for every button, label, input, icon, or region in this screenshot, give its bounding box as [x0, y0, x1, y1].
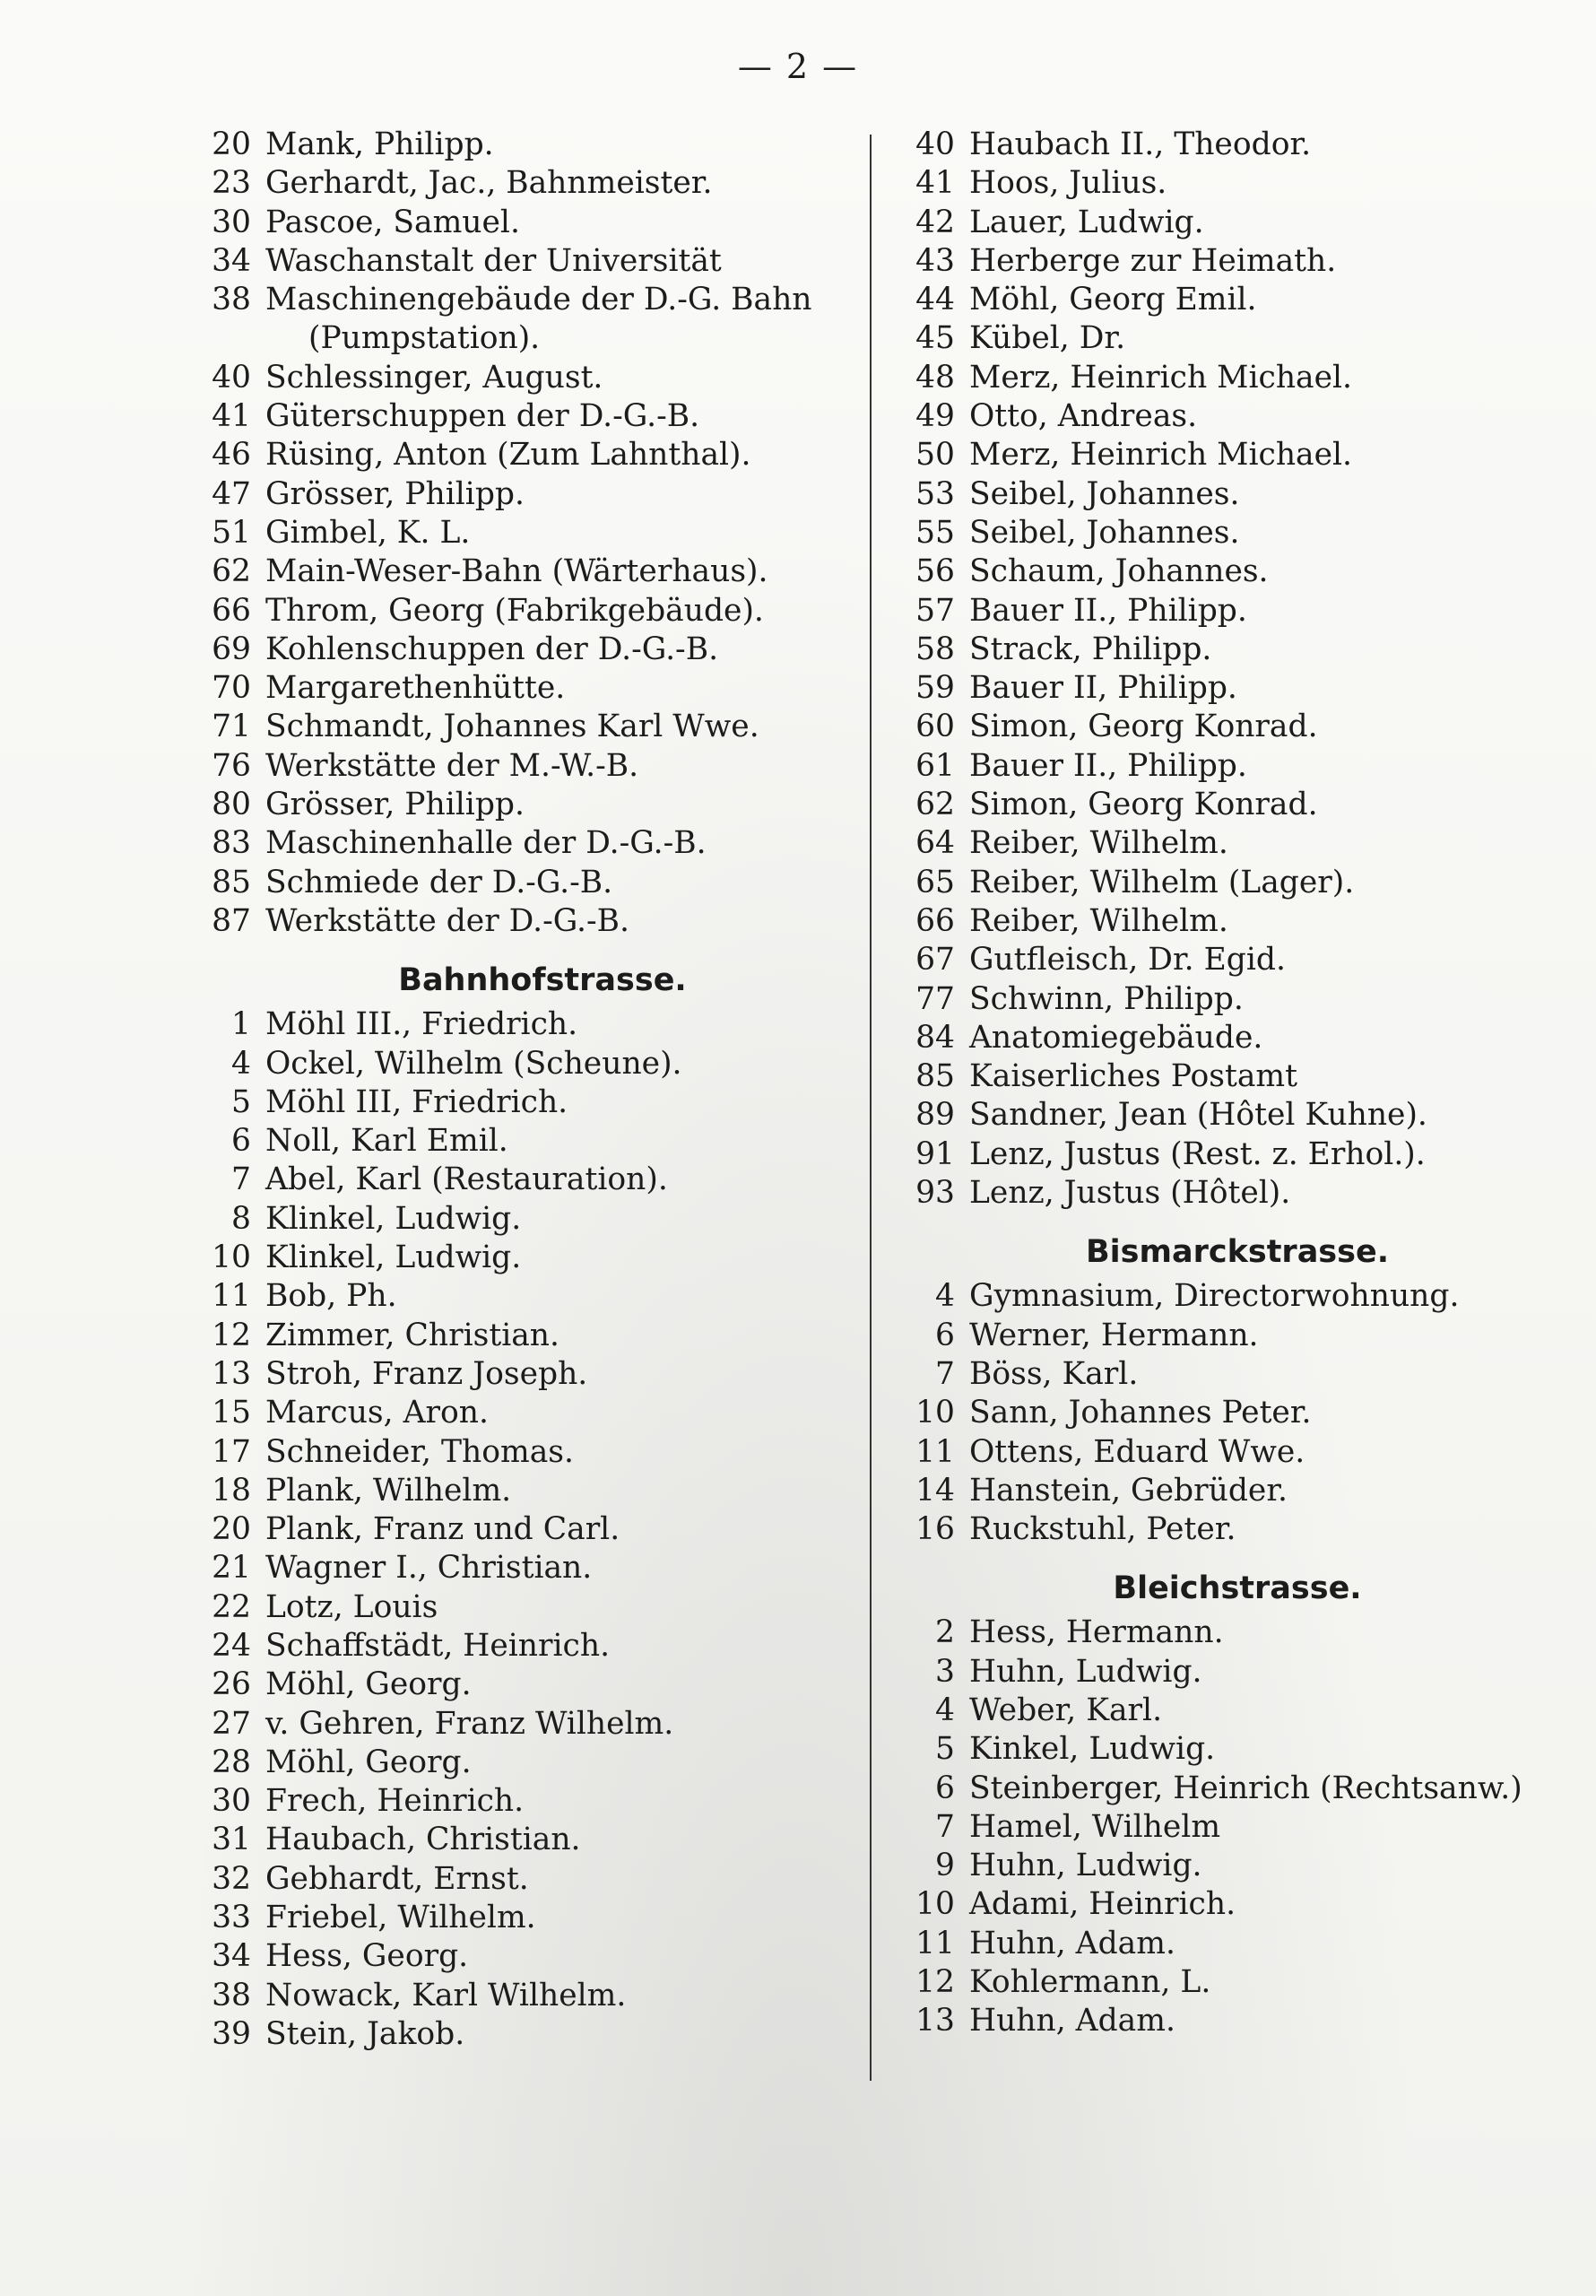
- entry-row: [888, 1174, 1533, 1213]
- resident-name: Ockel, Wilhelm (Scheune).: [265, 1045, 682, 1082]
- entry-row: [888, 1472, 1533, 1510]
- resident-name: Klinkel, Ludwig.: [265, 1239, 522, 1276]
- entry-row: [184, 1665, 847, 1704]
- house-number: 91: [915, 1135, 955, 1172]
- house-number: 48: [915, 359, 955, 396]
- entry-row: [184, 1239, 847, 1277]
- resident-name: Hess, Georg.: [265, 1938, 469, 1975]
- resident-name: Lenz, Justus (Hôtel).: [969, 1175, 1291, 1212]
- house-number: 45: [915, 320, 955, 357]
- resident-name: Werkstätte der D.-G.-B.: [265, 902, 629, 939]
- resident-name: Seibel, Johannes.: [969, 514, 1240, 551]
- house-number: 5: [935, 1731, 955, 1768]
- resident-name: Reiber, Wilhelm.: [969, 825, 1228, 862]
- resident-name: Lauer, Ludwig.: [969, 204, 1204, 240]
- house-number: 32: [212, 1860, 251, 1897]
- house-number: 6: [935, 1317, 955, 1353]
- house-number: 11: [915, 1925, 955, 1961]
- entry-row: [888, 631, 1533, 669]
- resident-name: Möhl, Georg Emil.: [969, 282, 1257, 318]
- resident-name: Bauer II, Philipp.: [969, 670, 1237, 707]
- house-number: 26: [212, 1666, 251, 1703]
- resident-name: Bauer II., Philipp.: [969, 592, 1247, 629]
- resident-name: Noll, Karl Emil.: [265, 1123, 508, 1160]
- resident-name: Möhl III., Friedrich.: [265, 1006, 578, 1043]
- resident-name: Schaffstädt, Heinrich.: [265, 1627, 611, 1664]
- entry-row: [184, 1860, 847, 1899]
- house-number: 24: [212, 1627, 251, 1664]
- entry-row: [888, 1135, 1533, 1174]
- resident-name: Klinkel, Ludwig.: [265, 1200, 522, 1237]
- resident-name: Bauer II., Philipp.: [969, 747, 1247, 784]
- resident-name: Anatomiegebäude.: [969, 1019, 1263, 1056]
- house-number: 64: [915, 825, 955, 862]
- entry-row: [888, 397, 1533, 436]
- entry-row: [184, 1317, 847, 1355]
- resident-name: Hanstein, Gebrüder.: [969, 1472, 1288, 1509]
- house-number: 23: [212, 165, 251, 202]
- resident-name: Marcus, Aron.: [265, 1395, 489, 1431]
- entry-row: [888, 359, 1533, 397]
- house-number: 65: [915, 864, 955, 900]
- house-number: 60: [915, 709, 955, 745]
- street-heading-bleichstrasse: Bleichstrasse.: [1113, 1570, 1362, 1607]
- resident-name: Grösser, Philipp.: [265, 475, 525, 512]
- house-number: 77: [915, 980, 955, 1017]
- house-number: 41: [915, 165, 955, 202]
- house-number: 84: [915, 1019, 955, 1056]
- left-block-1: [184, 126, 847, 941]
- house-number: 3: [935, 1653, 955, 1690]
- entry-row: [888, 1613, 1533, 1652]
- resident-name: Möhl, Georg.: [265, 1666, 472, 1703]
- entry-row: [888, 514, 1533, 552]
- resident-name: Plank, Franz und Carl.: [265, 1511, 620, 1548]
- resident-name: Schaum, Johannes.: [969, 553, 1269, 590]
- entry-row: [888, 708, 1533, 746]
- entry-row: [184, 281, 847, 319]
- house-number: 85: [212, 864, 251, 900]
- house-number: 83: [212, 825, 251, 862]
- resident-name: Grösser, Philipp.: [265, 787, 525, 823]
- house-number: 87: [212, 902, 251, 939]
- entry-row: [184, 242, 847, 281]
- entry-row: [184, 1782, 847, 1821]
- entry-row: [184, 436, 847, 474]
- left-block-2: [184, 1005, 847, 2054]
- entry-row: [888, 1057, 1533, 1096]
- resident-name: Strack, Philipp.: [969, 631, 1212, 667]
- resident-name: Main-Weser-Bahn (Wärterhaus).: [265, 553, 768, 590]
- entry-row: [888, 1019, 1533, 1057]
- house-number: 70: [212, 670, 251, 707]
- resident-name: Schmiede der D.-G.-B.: [265, 864, 613, 900]
- house-number: 9: [935, 1848, 955, 1884]
- resident-name: Kinkel, Ludwig.: [969, 1731, 1216, 1768]
- entry-row: [184, 475, 847, 514]
- resident-name: Haubach, Christian.: [265, 1822, 581, 1858]
- resident-name: Güterschuppen der D.-G.-B.: [265, 398, 700, 435]
- entry-row: [888, 242, 1533, 281]
- entry-row: [888, 552, 1533, 591]
- resident-name: Huhn, Adam.: [969, 2003, 1175, 2039]
- entry-row: [888, 1730, 1533, 1769]
- house-number: 93: [915, 1175, 955, 1212]
- house-number: 1: [231, 1006, 251, 1043]
- house-number: 10: [212, 1239, 251, 1276]
- resident-name: Gebhardt, Ernst.: [265, 1860, 529, 1897]
- resident-name: Merz, Heinrich Michael.: [969, 437, 1353, 474]
- entry-row: [184, 1899, 847, 1937]
- resident-name: Stein, Jakob.: [265, 2015, 465, 2052]
- entry-row: [184, 1937, 847, 1976]
- house-number: 34: [212, 242, 251, 279]
- resident-name: Maschinenhalle der D.-G.-B.: [265, 825, 707, 862]
- resident-name: Stroh, Franz Joseph.: [265, 1355, 588, 1392]
- house-number: 40: [915, 126, 955, 162]
- house-number: 39: [212, 2015, 251, 2052]
- entry-row: [184, 359, 847, 397]
- house-number: 56: [915, 553, 955, 590]
- resident-name: Abel, Karl (Restauration).: [265, 1161, 668, 1198]
- resident-name: Simon, Georg Konrad.: [969, 709, 1318, 745]
- house-number: 6: [231, 1123, 251, 1160]
- resident-name: Schlessinger, August.: [265, 359, 603, 396]
- entry-row: [184, 1355, 847, 1394]
- house-number: 38: [212, 1977, 251, 2013]
- house-number: 10: [915, 1395, 955, 1431]
- resident-name: Schneider, Thomas.: [265, 1433, 574, 1470]
- entry-row: [184, 319, 847, 358]
- house-number: 66: [212, 592, 251, 629]
- house-number: 30: [212, 204, 251, 240]
- entry-row: [184, 397, 847, 436]
- resident-name: Rüsing, Anton (Zum Lahnthal).: [265, 437, 751, 474]
- house-number: 50: [915, 437, 955, 474]
- entry-row: [888, 592, 1533, 631]
- entry-row: [184, 514, 847, 552]
- entry-row: [888, 786, 1533, 824]
- entry-row: [888, 1847, 1533, 1885]
- house-number: 43: [915, 242, 955, 279]
- entry-row: [184, 1588, 847, 1627]
- entry-row: [184, 164, 847, 203]
- resident-name: Haubach II., Theodor.: [969, 126, 1312, 162]
- entry-row: [888, 1096, 1533, 1135]
- entry-row: [888, 164, 1533, 203]
- house-number: 49: [915, 398, 955, 435]
- house-number: 4: [935, 1278, 955, 1315]
- entry-row: [888, 1963, 1533, 2002]
- resident-name: Gutfleisch, Dr. Egid.: [969, 942, 1286, 978]
- entry-row: [888, 1925, 1533, 1963]
- resident-name: Nowack, Karl Wilhelm.: [265, 1977, 627, 2013]
- entry-row: [184, 1122, 847, 1161]
- house-number: 20: [212, 1511, 251, 1548]
- house-number: 16: [915, 1511, 955, 1548]
- entry-row: [888, 1653, 1533, 1692]
- entry-row: [888, 1394, 1533, 1432]
- entry-row: [184, 1045, 847, 1083]
- house-number: 55: [915, 514, 955, 551]
- entry-row: [184, 669, 847, 708]
- resident-name: v. Gehren, Franz Wilhelm.: [265, 1705, 674, 1742]
- entry-row: [888, 1317, 1533, 1355]
- resident-name: Ruckstuhl, Peter.: [969, 1511, 1236, 1548]
- resident-name: Hamel, Wilhelm: [969, 1808, 1221, 1845]
- house-number: 22: [212, 1588, 251, 1625]
- house-number: 57: [915, 592, 955, 629]
- house-number: 51: [212, 514, 251, 551]
- house-number: 85: [915, 1058, 955, 1095]
- house-number: 7: [231, 1161, 251, 1198]
- resident-name: Waschanstalt der Universität: [265, 242, 722, 279]
- entry-row: [888, 902, 1533, 941]
- resident-name: Reiber, Wilhelm.: [969, 902, 1228, 939]
- resident-name: Möhl III, Friedrich.: [265, 1083, 568, 1120]
- house-number: 21: [212, 1550, 251, 1587]
- house-number: 12: [915, 1964, 955, 2001]
- house-number: 61: [915, 747, 955, 784]
- resident-name: Zimmer, Christian.: [265, 1317, 559, 1353]
- resident-name: Otto, Andreas.: [969, 398, 1198, 435]
- entry-row: [184, 631, 847, 669]
- entry-row: [184, 552, 847, 591]
- house-number: 28: [212, 1744, 251, 1780]
- resident-name: (Pumpstation).: [308, 320, 541, 357]
- house-number: 69: [212, 631, 251, 667]
- column-divider: [870, 135, 872, 2081]
- entry-row: [184, 1005, 847, 1044]
- resident-name: Werner, Hermann.: [969, 1317, 1259, 1353]
- entry-row: [888, 475, 1533, 514]
- house-number: 7: [935, 1355, 955, 1392]
- entry-row: [888, 2002, 1533, 2040]
- house-number: 31: [212, 1822, 251, 1858]
- entry-row: [888, 1808, 1533, 1847]
- entry-row: [888, 1433, 1533, 1472]
- resident-name: Hoos, Julius.: [969, 165, 1167, 202]
- resident-name: Huhn, Ludwig.: [969, 1653, 1202, 1690]
- resident-name: Simon, Georg Konrad.: [969, 787, 1318, 823]
- entry-row: [888, 1277, 1533, 1316]
- house-number: 30: [212, 1783, 251, 1820]
- entry-row: [184, 864, 847, 902]
- house-number: 62: [212, 553, 251, 590]
- entry-row: [184, 204, 847, 242]
- entry-row: [888, 126, 1533, 164]
- entry-row: [888, 747, 1533, 786]
- entry-row: [184, 1821, 847, 1859]
- entry-row: [888, 864, 1533, 902]
- house-number: 13: [212, 1355, 251, 1392]
- house-number: 89: [915, 1097, 955, 1134]
- house-number: 7: [935, 1808, 955, 1845]
- entry-row: [184, 747, 847, 786]
- resident-name: Kohlenschuppen der D.-G.-B.: [265, 631, 719, 667]
- entry-row: [184, 1977, 847, 2015]
- entry-row: [184, 786, 847, 824]
- resident-name: Friebel, Wilhelm.: [265, 1900, 536, 1936]
- street-heading-bismarckstrasse: Bismarckstrasse.: [1085, 1234, 1390, 1271]
- resident-name: Reiber, Wilhelm (Lager).: [969, 864, 1355, 900]
- entry-row: [888, 319, 1533, 358]
- entry-row: [184, 2015, 847, 2054]
- entry-row: [184, 1472, 847, 1510]
- house-number: 38: [212, 282, 251, 318]
- house-number: 80: [212, 787, 251, 823]
- house-number: 17: [212, 1433, 251, 1470]
- entry-row: [888, 1692, 1533, 1730]
- entry-row: [184, 592, 847, 631]
- entry-row: [184, 1083, 847, 1122]
- house-number: 40: [212, 359, 251, 396]
- resident-name: Kaiserliches Postamt: [969, 1058, 1297, 1095]
- house-number: 47: [212, 475, 251, 512]
- house-number: 42: [915, 204, 955, 240]
- resident-name: Maschinengebäude der D.-G. Bahn: [265, 282, 812, 318]
- page-number: — 2 —: [737, 47, 859, 86]
- resident-name: Wagner I., Christian.: [265, 1550, 593, 1587]
- entry-row: [184, 708, 847, 746]
- entry-row: [888, 941, 1533, 979]
- house-number: 11: [915, 1433, 955, 1470]
- resident-name: Margarethenhütte.: [265, 670, 566, 707]
- house-number: 53: [915, 475, 955, 512]
- resident-name: Mank, Philipp.: [265, 126, 494, 162]
- house-number: 46: [212, 437, 251, 474]
- entry-row: [184, 1161, 847, 1199]
- house-number: 4: [231, 1045, 251, 1082]
- entry-row: [888, 824, 1533, 863]
- house-number: 20: [212, 126, 251, 162]
- entry-row: [888, 281, 1533, 319]
- resident-name: Merz, Heinrich Michael.: [969, 359, 1353, 396]
- entry-row: [184, 126, 847, 164]
- house-number: 8: [231, 1200, 251, 1237]
- house-number: 2: [935, 1614, 955, 1651]
- right-column: [888, 126, 1533, 2041]
- resident-name: Steinberger, Heinrich (Rechtsanw.): [969, 1770, 1522, 1806]
- resident-name: Frech, Heinrich.: [265, 1783, 525, 1820]
- resident-name: Adami, Heinrich.: [969, 1886, 1236, 1923]
- entry-row: [888, 1885, 1533, 1924]
- house-number: 34: [212, 1938, 251, 1975]
- entry-row: [888, 204, 1533, 242]
- house-number: 76: [212, 747, 251, 784]
- house-number: 62: [915, 787, 955, 823]
- entry-row: [184, 1433, 847, 1472]
- right-block-3: [888, 1613, 1533, 2040]
- house-number: 66: [915, 902, 955, 939]
- house-number: 41: [212, 398, 251, 435]
- resident-name: Hess, Hermann.: [969, 1614, 1224, 1651]
- entry-row: [888, 1770, 1533, 1808]
- resident-name: Kohlermann, L.: [969, 1964, 1211, 2001]
- entry-row: [184, 902, 847, 941]
- house-number: 15: [212, 1395, 251, 1431]
- resident-name: Werkstätte der M.-W.-B.: [265, 747, 639, 784]
- resident-name: Bob, Ph.: [265, 1278, 397, 1315]
- resident-name: Schmandt, Johannes Karl Wwe.: [265, 709, 759, 745]
- resident-name: Schwinn, Philipp.: [969, 980, 1244, 1017]
- resident-name: Möhl, Georg.: [265, 1744, 472, 1780]
- left-column: [184, 126, 847, 2054]
- entry-row: [888, 1510, 1533, 1549]
- resident-name: Herberge zur Heimath.: [969, 242, 1337, 279]
- resident-name: Kübel, Dr.: [969, 320, 1126, 357]
- resident-name: Throm, Georg (Fabrikgebäude).: [265, 592, 764, 629]
- entry-row: [184, 1200, 847, 1239]
- resident-name: Seibel, Johannes.: [969, 475, 1240, 512]
- street-heading-bahnhofstrasse: Bahnhofstrasse.: [398, 962, 687, 999]
- entry-row: [184, 1510, 847, 1549]
- house-number: 67: [915, 942, 955, 978]
- resident-name: Ottens, Eduard Wwe.: [969, 1433, 1305, 1470]
- house-number: 12: [212, 1317, 251, 1353]
- house-number: 5: [231, 1083, 251, 1120]
- entry-row: [888, 1355, 1533, 1394]
- resident-name: Weber, Karl.: [969, 1692, 1163, 1728]
- house-number: 14: [915, 1472, 955, 1509]
- resident-name: Lotz, Louis: [265, 1588, 438, 1625]
- entry-row: [888, 436, 1533, 474]
- resident-name: Lenz, Justus (Rest. z. Erhol.).: [969, 1135, 1426, 1172]
- resident-name: Huhn, Ludwig.: [969, 1848, 1202, 1884]
- entry-row: [184, 1627, 847, 1665]
- entry-row: [184, 1705, 847, 1744]
- resident-name: Böss, Karl.: [969, 1355, 1139, 1392]
- house-number: 44: [915, 282, 955, 318]
- house-number: 10: [915, 1886, 955, 1923]
- house-number: 33: [212, 1900, 251, 1936]
- entry-row: [184, 1277, 847, 1316]
- entry-row: [888, 669, 1533, 708]
- resident-name: Gimbel, K. L.: [265, 514, 471, 551]
- house-number: 59: [915, 670, 955, 707]
- right-block-1: [888, 126, 1533, 1213]
- resident-name: Gerhardt, Jac., Bahnmeister.: [265, 165, 713, 202]
- resident-name: Huhn, Adam.: [969, 1925, 1175, 1961]
- entry-row: [888, 980, 1533, 1019]
- resident-name: Plank, Wilhelm.: [265, 1472, 512, 1509]
- resident-name: Sandner, Jean (Hôtel Kuhne).: [969, 1097, 1427, 1134]
- house-number: 6: [935, 1770, 955, 1806]
- entry-row: [184, 1549, 847, 1587]
- entry-row: [184, 1394, 847, 1432]
- house-number: 58: [915, 631, 955, 667]
- house-number: 71: [212, 709, 251, 745]
- house-number: 11: [212, 1278, 251, 1315]
- right-block-2: [888, 1277, 1533, 1549]
- entry-row: [184, 824, 847, 863]
- resident-name: Pascoe, Samuel.: [265, 204, 520, 240]
- resident-name: Sann, Johannes Peter.: [969, 1395, 1312, 1431]
- entry-row: [184, 1744, 847, 1782]
- house-number: 18: [212, 1472, 251, 1509]
- house-number: 4: [935, 1692, 955, 1728]
- house-number: 13: [915, 2003, 955, 2039]
- house-number: 27: [212, 1705, 251, 1742]
- resident-name: Gymnasium, Directorwohnung.: [969, 1278, 1460, 1315]
